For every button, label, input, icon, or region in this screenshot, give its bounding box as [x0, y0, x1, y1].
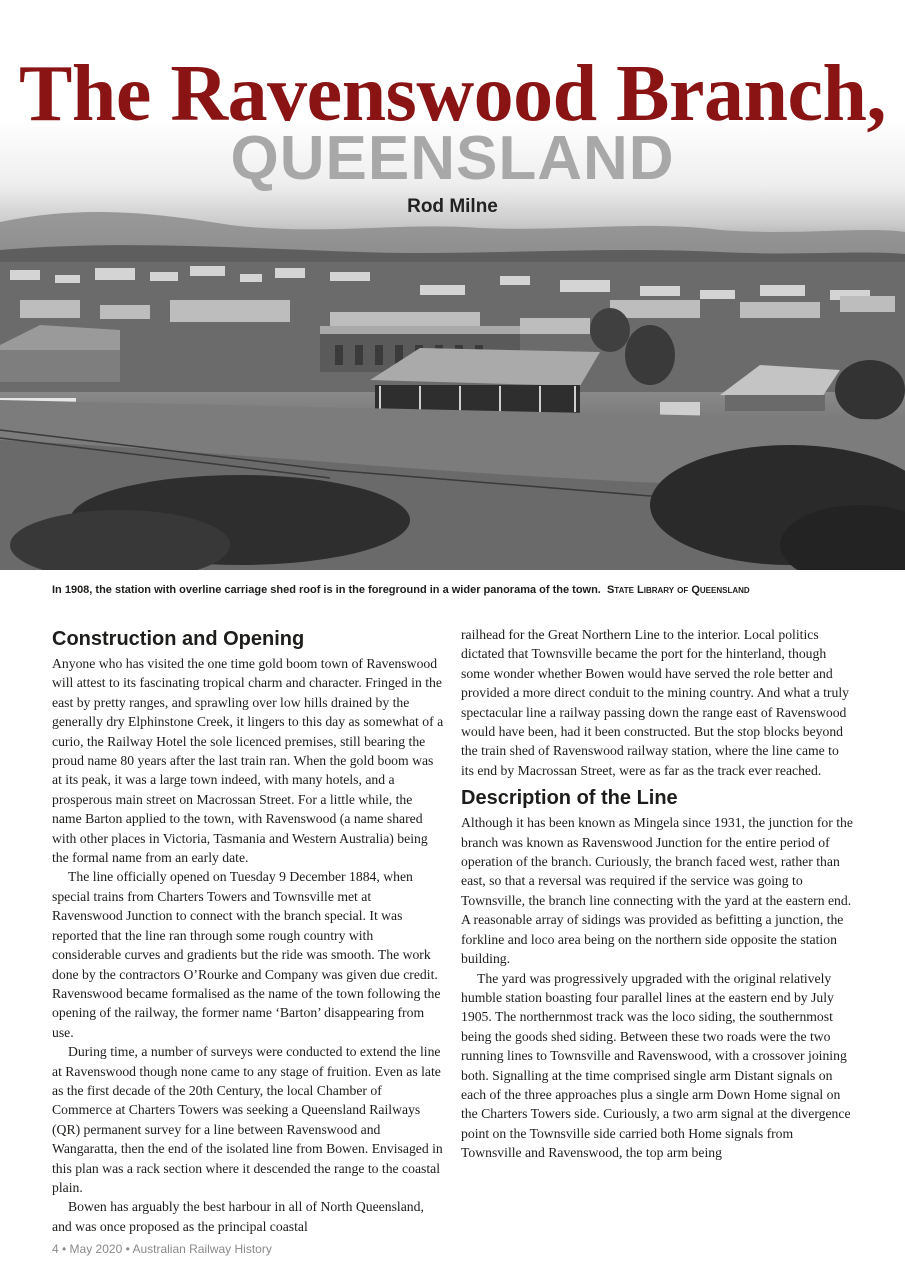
hero-photo	[0, 0, 905, 570]
section-heading-description: Description of the Line	[461, 787, 678, 810]
article-title: The Ravenswood Branch,	[19, 50, 886, 138]
paragraph: Anyone who has visited the one time gold boom town of Ravenswood will attest to its fascinating tropical charm and character. Fringed in the east by pretty ranges, and sprawling over low hills drained by the generally dry Elphinstone Creek, it lingers to this day as somewhat of a curio, the Railway Hotel the sole licenced premises, still bearing the proud name 80 years after the last train ran. When the gold boom was at its peak, it was a large town indeed, with many hotels, and a prosperous main street on Macrossan Street. For a little while, the name Barton applied to the town, with Ravenswood (a name shared with other places in Victoria, Tasmania and Western Australia) being the formal name from an early date.	[52, 656, 444, 866]
caption-text: In 1908, the station with overline carriage shed roof is in the foreground in a wider panorama of the town.	[52, 584, 601, 596]
paragraph: During time, a number of surveys were conducted to extend the line at Ravenswood though none came to any stage of fruition. Even as late as the first decade of the 20th Century, the local Chamber of Commerce at Charters Towers was seeking a Queensland Railways (QR) permanent survey for a line between Ravenswood and Wangaratta, then the end of the isolated line from Bowen. Envisaged in this plan was a rack section where it descended the range to the coastal plain.	[52, 1044, 443, 1195]
paragraph: The yard was progressively upgraded with the original relatively humble station boasting four parallel lines at the eastern end by July 1905. The northernmost track was the loco siding, the southernmost being the goods shed siding. Between these two roads were the two running lines to Townsville and Ravenswood, with a crossover joining both. Signalling at the time comprised single arm Distant signals on each of the three approaches plus a single arm Down Home signal on the Charters Towers side. Curiously, a two arm signal at the divergence point on the Townsville side carried both Home signals from Townsville and Ravenswood, the top arm being	[461, 970, 851, 1161]
paragraph: railhead for the Great Northern Line to the interior. Local politics dictated that Townsville became the port for the hinterland, though some wonder whether Bowen would have served the role better and provided a more direct conduit to the mining country. And what a truly spectacular line a railway passing down the range east of Ravenswood would have been, had it been constructed. But the stop blocks beyond the train shed of Ravenswood railway station, where the line came to its end by Macrossan Street, were as far as the track ever reached.	[461, 627, 849, 778]
section-heading-construction: Construction and Opening	[52, 628, 305, 650]
photo-credit: State Library of Queensland	[606, 584, 750, 596]
paragraph: Although it has been known as Mingela since 1931, the junction for the branch was known as Ravenswood Junction for the entire period of operation of the branch. Curiously, the branch faced west, rather than east, so that a reversal was required if the service was going to Townsville, the branch line connecting with the yard at the eastern end. A reasonable array of sidings was provided as befitting a junction, the forkline and loco area being on the northern side opposite the station building.	[461, 815, 853, 967]
photo-caption	[52, 581, 872, 599]
article-subtitle: QUEENSLAND	[230, 124, 675, 193]
article-author: Rod Milne	[407, 196, 498, 217]
paragraph: Bowen has arguably the best harbour in all of North Queensland, and was once proposed as the principal coastal	[52, 1199, 424, 1234]
paragraph: The line officially opened on Tuesday 9 December 1884, when special trains from Charters Towers and Townsville met at Ravenswood Junction to connect with the branch special. It was reported that the line ran through some rough country with considerable curves and gradients but the ride was smooth. The work done by the contractors O’Rourke and Company was given due credit. Ravenswood became formalised as the name of the town following the opening of the railway, the former name ‘Barton’ disappearing from use.	[52, 869, 441, 1040]
article-column-left	[52, 624, 444, 1236]
article-column-right	[461, 625, 853, 1163]
page-footer: 4 • May 2020 • Australian Railway History	[52, 1242, 272, 1256]
